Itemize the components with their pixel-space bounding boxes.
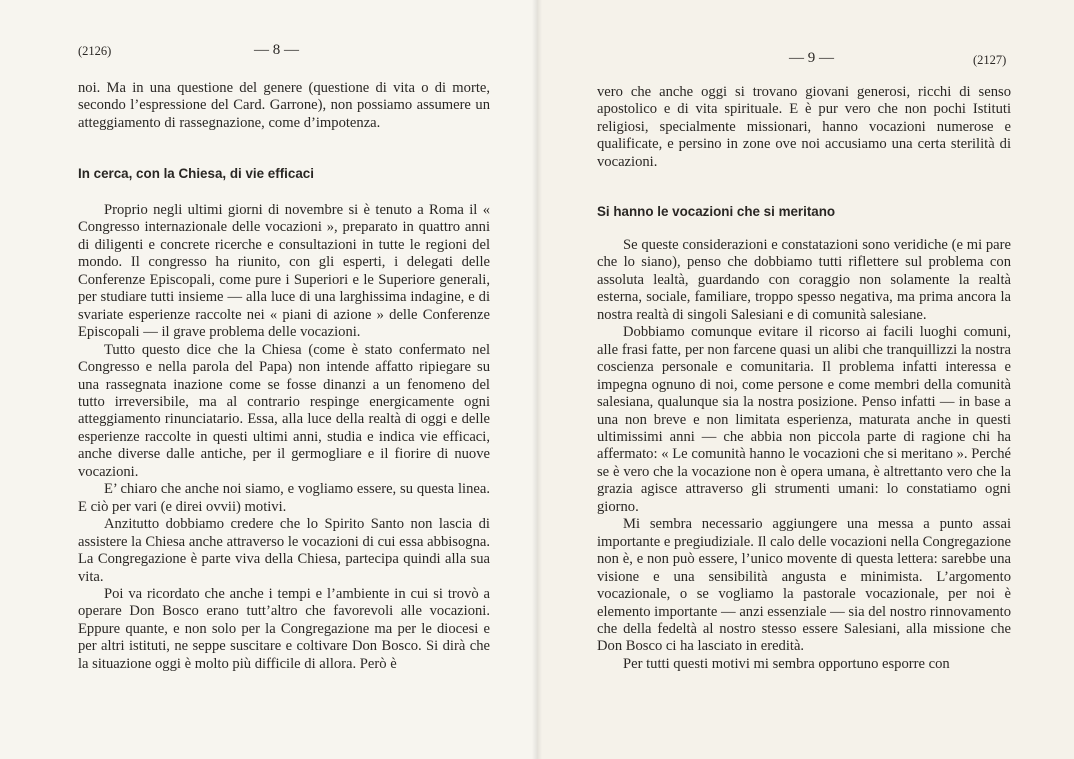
left-paragraph: E’ chiaro che anche noi siamo, e vogliamo essere, su questa linea. E ciò per vari (e direi ovvii) motivi. (78, 481, 490, 515)
left-paragraph: Anzitutto dobbiamo credere che lo Spirito Santo non lascia di assistere la Chiesa anche attraverso le vocazioni di cui essa abbisogna. La Congregazione è parte viva della Chiesa, partecipa quindi alla sua vita. (78, 516, 490, 585)
left-intro-block (78, 80, 490, 132)
left-paragraph: Proprio negli ultimi giorni di novembre si è tenuto a Roma il « Congresso internazionale delle vocazioni », preparato in quattro anni di diligenti e concrete ricerche e consultazioni in tutte le regioni del mondo. Il congresso ha riunito, con gli esperti, i delegati delle Conferenze Episcopali, come pure i Superiori e le Superiore generali, per studiare tutti insieme — alla luce di una larghissima indagine, e di svariate esperienze raccolte nei « piani di azione » delle Conferenze Episcopali — il grave problema delle vocazioni. (78, 202, 490, 341)
right-body (597, 237, 1011, 673)
right-paragraph: Dobbiamo comunque evitare il ricorso ai facili luoghi comuni, alle frasi fatte, per non farcene quasi un alibi che tranquillizzi la nostra coscienza personale e comunitaria. Il problema infatti interessa e impegna ognuno di noi, come persone e come membri della comunità salesiana, qualunque sia la nostra posizione. Penso infatti — in base a una non breve e non limitata esperienza, maturata anche in questi ultimissimi anni — che abbia non piccola parte di ragione chi ha affermato: « Le comunità hanno le vocazioni che si meritano ». Perché se è vero che la vocazione non è opera umana, è altrettanto vero che la grazia agisce attraverso gli strumenti umani: lo constatiamo ogni giorno. (597, 324, 1011, 515)
right-page-number: — 9 — (789, 50, 834, 66)
right-intro-block (597, 84, 1011, 171)
left-paragraph: Tutto questo dice che la Chiesa (come è stato confermato nel Congresso e nella parola del Papa) non intende affatto ripiegare su una rassegnata inazione come se fosse dinanzi a un fenomeno del tutto irreversibile, ma al contrario respinge energicamente ogni atteggiamento rinunciatario. Essa, alla luce della realtà di oggi e delle esperienze raccolte in questi ultimi anni, studia e indica vie efficaci, anche diverse dalle antiche, per il germogliare e il fiorire di nuove vocazioni. (78, 341, 490, 480)
left-intro-paragraph: noi. Ma in una questione del genere (questione di vita o di morte, secondo l’espressione del Card. Garrone), non possiamo assumere un atteggiamento di rassegnazione, come d’impotenza. (78, 80, 490, 131)
left-issue-number: (2126) (78, 44, 112, 58)
right-paragraph: Mi sembra necessario aggiungere una messa a punto assai importante e pregiudiziale. Il calo delle vocazioni nella Congregazione non è, e non può essere, l’unico movente di questa lettera: sarebbe una visione e una sensibilità angusta e minimista. L’argomento vocazionale, o se vogliamo la pastorale vocazionale, per noi è elemento importante — anzi essenziale — sia del nostro rinnovamento che della fedeltà al nostro stesso essere Salesiani, alla missione che Don Bosco ci ha lasciato in eredità. (597, 516, 1011, 655)
right-paragraph: Se queste considerazioni e constatazioni sono veridiche (e mi pare che lo siano), penso che dobbiamo tutti riflettere sul problema con assoluta lealtà, guardando con coraggio non solamente la realtà esterna, sociale, familiare, troppo spesso negativa, ma prima ancora la nostra realtà di singoli Salesiani e di comunità salesiane. (597, 237, 1011, 323)
right-section-heading: Si hanno le vocazioni che si meritano (597, 204, 836, 219)
book-gutter (532, 0, 542, 759)
right-issue-number: (2127) (973, 53, 1007, 67)
right-page (537, 0, 1074, 759)
right-paragraph: Per tutti questi motivi mi sembra opportuno esporre con (623, 655, 950, 672)
left-page-number: — 8 — (254, 42, 299, 58)
left-body (78, 202, 490, 673)
left-paragraph: Poi va ricordato che anche i tempi e l’ambiente in cui si trovò a operare Don Bosco erano tutt’altro che favorevoli alle vocazioni. Eppure quante, e non solo per la Congregazione ma per le diocesi e per altri istituti, ne seppe suscitare e coltivare Don Bosco. Si dirà che la situazione oggi è molto più difficile di allora. Però è (78, 585, 490, 672)
left-section-heading: In cerca, con la Chiesa, di vie efficaci (78, 166, 314, 181)
right-intro-paragraph: vero che anche oggi si trovano giovani generosi, ricchi di senso apostolico e di vita spirituale. E è pur vero che non pochi Istituti religiosi, specialmente missionari, hanno vocazioni numerose e qualificate, e persino in zone ove noi accusiamo una certa sterilità di vocazioni. (597, 84, 1011, 170)
